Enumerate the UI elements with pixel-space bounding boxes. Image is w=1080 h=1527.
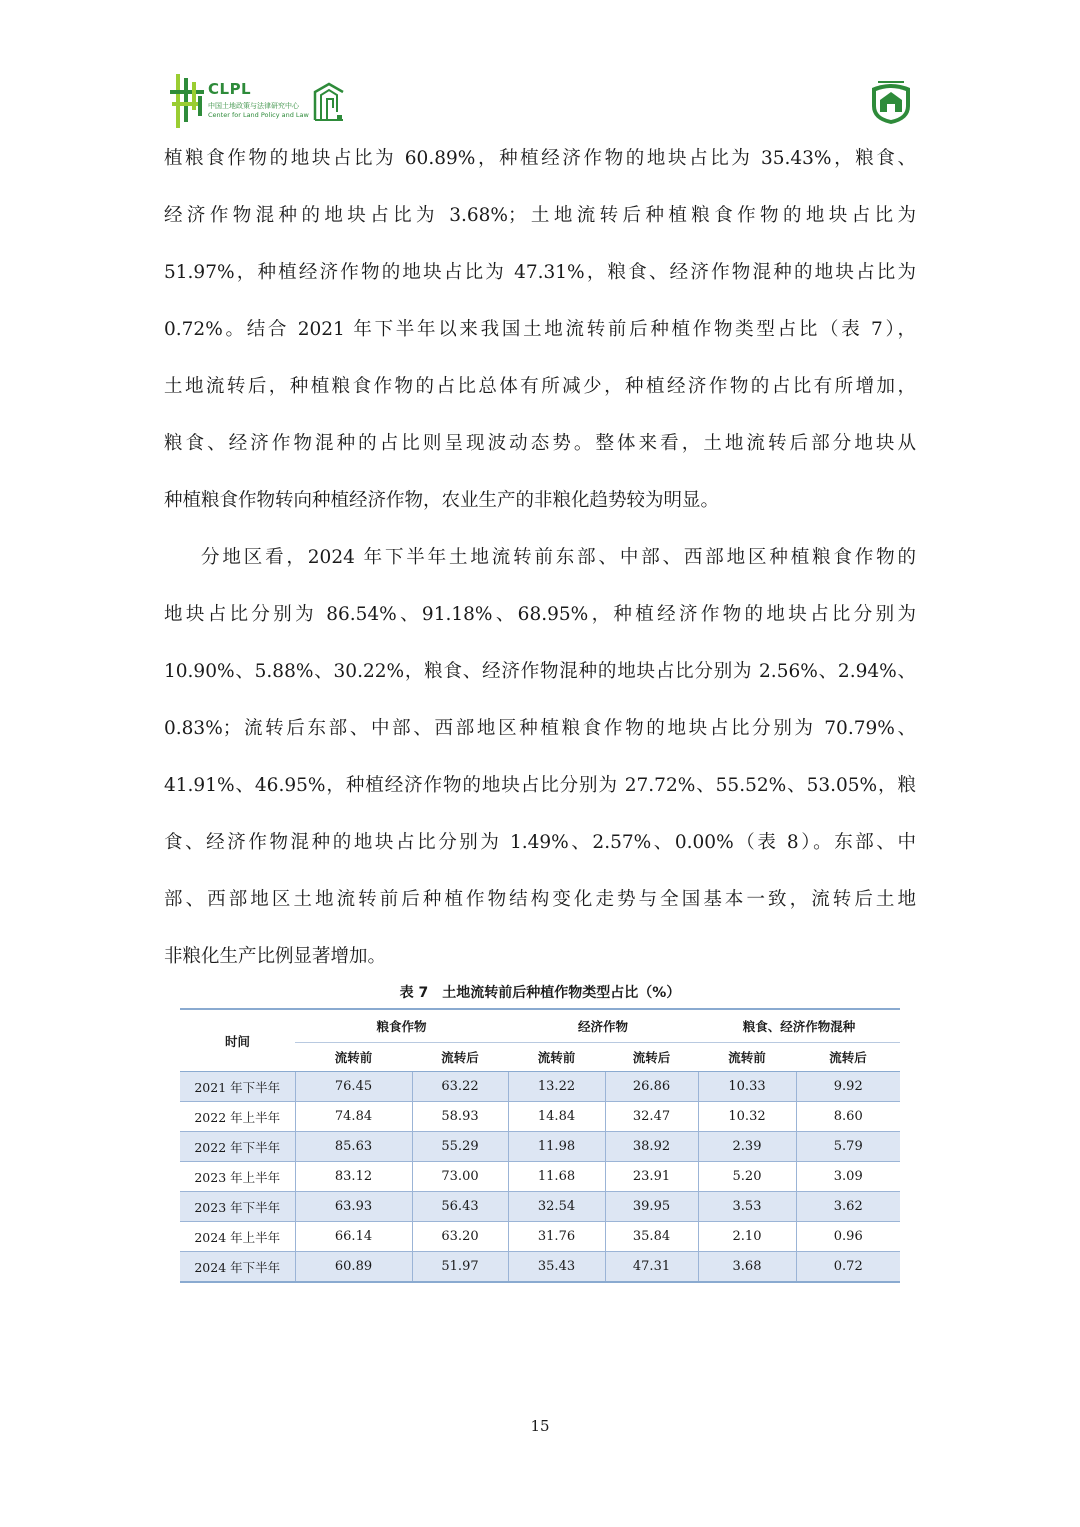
group-header-grain: 粮食作物 bbox=[295, 1009, 508, 1043]
cell-value: 35.84 bbox=[605, 1222, 698, 1252]
cell-value: 0.96 bbox=[796, 1222, 900, 1252]
text-line: 种植粮食作物转向种植经济作物，农业生产的非粮化趋势较为明显。 bbox=[164, 490, 720, 511]
table-row bbox=[180, 1252, 900, 1283]
text-line: 分地区看，2024 年下半年土地流转前东部、中部、西部地区种植粮食作物的 bbox=[201, 547, 916, 568]
subheader-after: 流转后 bbox=[605, 1043, 698, 1072]
cell-value: 11.98 bbox=[508, 1132, 605, 1162]
text-line: 经济作物混种的地块占比为 3.68%；土地流转后种植粮食作物的地块占比为 bbox=[164, 205, 916, 226]
text-line: 食、经济作物混种的地块占比分别为 1.49%、2.57%、0.00%（表 8）。东部、中 bbox=[164, 832, 916, 853]
cell-value: 63.22 bbox=[412, 1072, 508, 1102]
text-line: 部、西部地区土地流转前后种植作物结构变化走势与全国基本一致，流转后土地 bbox=[164, 889, 916, 910]
subheader-after: 流转后 bbox=[412, 1043, 508, 1072]
cell-value: 14.84 bbox=[508, 1102, 605, 1132]
clpl-chinese-name: 中国土地政策与法律研究中心 bbox=[208, 102, 299, 110]
text-line: 地块占比分别为 86.54%、91.18%、68.95%，种植经济作物的地块占比分别为 bbox=[164, 604, 916, 625]
cell-value: 47.31 bbox=[605, 1252, 698, 1283]
cell-value: 10.32 bbox=[698, 1102, 796, 1132]
cell-value: 9.92 bbox=[796, 1072, 900, 1102]
cell-value: 51.97 bbox=[412, 1252, 508, 1283]
table-row bbox=[180, 1072, 900, 1102]
cell-value: 60.89 bbox=[295, 1252, 412, 1283]
cell-value: 83.12 bbox=[295, 1162, 412, 1192]
table-row bbox=[180, 1222, 900, 1252]
cell-value: 38.92 bbox=[605, 1132, 698, 1162]
paragraph-2 bbox=[164, 529, 916, 985]
cell-value: 5.20 bbox=[698, 1162, 796, 1192]
group-header-cash: 经济作物 bbox=[508, 1009, 698, 1043]
cell-value: 66.14 bbox=[295, 1222, 412, 1252]
cell-value: 32.47 bbox=[605, 1102, 698, 1132]
cell-value: 31.76 bbox=[508, 1222, 605, 1252]
cell-value: 8.60 bbox=[796, 1102, 900, 1132]
cell-value: 73.00 bbox=[412, 1162, 508, 1192]
cell-value: 3.68 bbox=[698, 1252, 796, 1283]
cell-period: 2021 年下半年 bbox=[180, 1072, 295, 1102]
cell-value: 3.09 bbox=[796, 1162, 900, 1192]
cell-value: 85.63 bbox=[295, 1132, 412, 1162]
subheader-before: 流转前 bbox=[508, 1043, 605, 1072]
text-line: 10.90%、5.88%、30.22%，粮食、经济作物混种的地块占比分别为 2.56%、2.94%、 bbox=[164, 661, 916, 682]
text-line: 41.91%、46.95%，种植经济作物的地块占比分别为 27.72%、55.52%、53.05%，粮 bbox=[164, 775, 916, 796]
subheader-before: 流转前 bbox=[698, 1043, 796, 1072]
subheader-after: 流转后 bbox=[796, 1043, 900, 1072]
text-line: 51.97%，种植经济作物的地块占比为 47.31%，粮食、经济作物混种的地块占比为 bbox=[164, 262, 916, 283]
paragraph-1 bbox=[164, 130, 916, 529]
cell-value: 0.72 bbox=[796, 1252, 900, 1283]
cell-value: 10.33 bbox=[698, 1072, 796, 1102]
body-text bbox=[164, 130, 916, 985]
cell-value: 39.95 bbox=[605, 1192, 698, 1222]
cell-value: 74.84 bbox=[295, 1102, 412, 1132]
cell-period: 2022 年下半年 bbox=[180, 1132, 295, 1162]
subheader-before: 流转前 bbox=[295, 1043, 412, 1072]
cell-value: 63.20 bbox=[412, 1222, 508, 1252]
clpl-title: CLPL bbox=[208, 80, 252, 98]
text-line: 粮食、经济作物混种的占比则呈现波动态势。整体来看，土地流转后部分地块从 bbox=[164, 433, 916, 454]
text-line: 0.83%；流转后东部、中部、西部地区种植粮食作物的地块占比分别为 70.79%、 bbox=[164, 718, 916, 739]
cell-value: 56.43 bbox=[412, 1192, 508, 1222]
text-line: 植粮食作物的地块占比为 60.89%，种植经济作物的地块占比为 35.43%，粮食、 bbox=[164, 148, 916, 169]
cell-value: 13.22 bbox=[508, 1072, 605, 1102]
cell-value: 76.45 bbox=[295, 1072, 412, 1102]
cell-period: 2023 年上半年 bbox=[180, 1162, 295, 1192]
table-row bbox=[180, 1132, 900, 1162]
cell-value: 58.93 bbox=[412, 1102, 508, 1132]
cell-value: 32.54 bbox=[508, 1192, 605, 1222]
university-seal-icon bbox=[866, 76, 916, 126]
cell-value: 2.10 bbox=[698, 1222, 796, 1252]
cell-value: 23.91 bbox=[605, 1162, 698, 1192]
cell-value: 26.86 bbox=[605, 1072, 698, 1102]
cell-value: 55.29 bbox=[412, 1132, 508, 1162]
clpl-mark-icon bbox=[170, 72, 206, 130]
cell-value: 11.68 bbox=[508, 1162, 605, 1192]
cell-period: 2024 年上半年 bbox=[180, 1222, 295, 1252]
cell-value: 63.93 bbox=[295, 1192, 412, 1222]
group-header-mixed: 粮食、经济作物混种 bbox=[698, 1009, 900, 1043]
time-header: 时间 bbox=[180, 1009, 295, 1072]
table-row bbox=[180, 1192, 900, 1222]
text-line: 0.72%。结合 2021 年下半年以来我国土地流转前后种植作物类型占比（表 7）， bbox=[164, 319, 916, 340]
cell-value: 3.53 bbox=[698, 1192, 796, 1222]
cell-period: 2024 年下半年 bbox=[180, 1252, 295, 1283]
cell-value: 35.43 bbox=[508, 1252, 605, 1283]
cell-value: 5.79 bbox=[796, 1132, 900, 1162]
table-caption: 表 7 土地流转前后种植作物类型占比（%） bbox=[399, 985, 681, 1001]
table-row bbox=[180, 1162, 900, 1192]
cell-period: 2022 年上半年 bbox=[180, 1102, 295, 1132]
page-header bbox=[0, 0, 1080, 135]
table-row bbox=[180, 1102, 900, 1132]
page-number: 15 bbox=[530, 1417, 550, 1435]
text-line: 土地流转后，种植粮食作物的占比总体有所减少，种植经济作物的占比有所增加， bbox=[164, 376, 916, 397]
building-emblem-icon bbox=[313, 82, 345, 122]
text-line: 非粮化生产比例显著增加。 bbox=[164, 946, 387, 967]
clpl-english-name: Center for Land Policy and Law bbox=[208, 111, 309, 119]
cell-value: 2.39 bbox=[698, 1132, 796, 1162]
crop-type-table bbox=[180, 1008, 900, 1283]
cell-value: 3.62 bbox=[796, 1192, 900, 1222]
cell-period: 2023 年下半年 bbox=[180, 1192, 295, 1222]
